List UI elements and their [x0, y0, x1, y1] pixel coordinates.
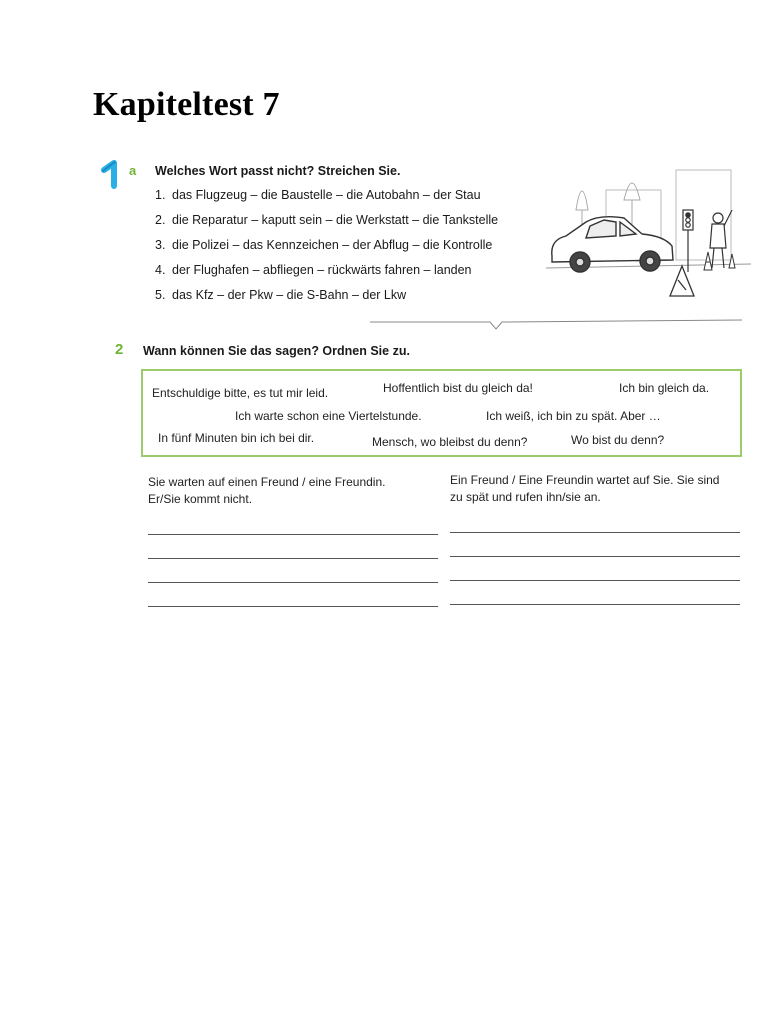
answer-line-left[interactable] — [148, 606, 438, 607]
exercise1-list — [155, 188, 498, 313]
answer-line-right[interactable] — [450, 604, 740, 605]
phrase-item[interactable]: Wo bist du denn? — [571, 433, 665, 447]
phrase-item[interactable]: Hoffentlich bist du gleich da! — [383, 381, 533, 395]
answer-line-right[interactable] — [450, 532, 740, 533]
traffic-light-icon — [683, 210, 693, 272]
exercise1-number-marker — [100, 156, 130, 190]
list-item[interactable]: 4. der Flughafen – abfliegen – rückwärts fahren – landen — [155, 263, 472, 277]
answer-line-right[interactable] — [450, 580, 740, 581]
warning-sign-icon — [670, 266, 694, 296]
list-item[interactable]: 3. die Polizei – das Kennzeichen – der Abflug – die Kontrolle — [155, 238, 493, 252]
street-scene-illustration — [546, 160, 751, 302]
answer-line-left[interactable] — [148, 582, 438, 583]
list-item[interactable]: 2. die Reparatur – kaputt sein – die Werkstatt – die Tankstelle — [155, 213, 499, 227]
phrase-item[interactable]: Mensch, wo bleibst du denn? — [372, 435, 528, 449]
exercise1-sublabel: a — [129, 163, 137, 178]
answer-line-left[interactable] — [148, 558, 438, 559]
left-situation: Sie warten auf einen Freund / eine Freundin. Er/Sie kommt nicht. — [148, 475, 386, 506]
exercise2-number: 2 — [115, 341, 124, 358]
phrase-item[interactable]: Entschuldige bitte, es tut mir leid. — [152, 386, 329, 400]
car-icon — [552, 217, 673, 272]
exercise1-instruction: Welches Wort passt nicht? Streichen Sie. — [155, 164, 401, 178]
list-item[interactable]: 5. das Kfz – der Pkw – die S-Bahn – der Lkw — [155, 288, 407, 302]
answer-line-left[interactable] — [148, 534, 438, 535]
right-situation: Ein Freund / Eine Freundin wartet auf Sie. Sie sind zu spät und rufen ihn/sie an. — [450, 473, 720, 504]
phrase-item[interactable]: Ich weiß, ich bin zu spät. Aber … — [486, 409, 661, 423]
phrase-item[interactable]: Ich bin gleich da. — [619, 381, 710, 395]
phrase-item[interactable]: In fünf Minuten bin ich bei dir. — [158, 431, 315, 445]
worker-icon — [710, 210, 732, 268]
phrase-box — [141, 369, 742, 457]
traffic-cone-icon — [704, 252, 735, 270]
exercise2-instruction: Wann können Sie das sagen? Ordnen Sie zu. — [143, 344, 410, 358]
speech-bubble-tail — [370, 314, 742, 334]
page-title: Kapiteltest 7 — [93, 86, 280, 123]
phrase-item[interactable]: Ich warte schon eine Viertelstunde. — [235, 409, 422, 423]
answer-line-right[interactable] — [450, 556, 740, 557]
list-item[interactable]: 1. das Flugzeug – die Baustelle – die Autobahn – der Stau — [155, 188, 481, 202]
